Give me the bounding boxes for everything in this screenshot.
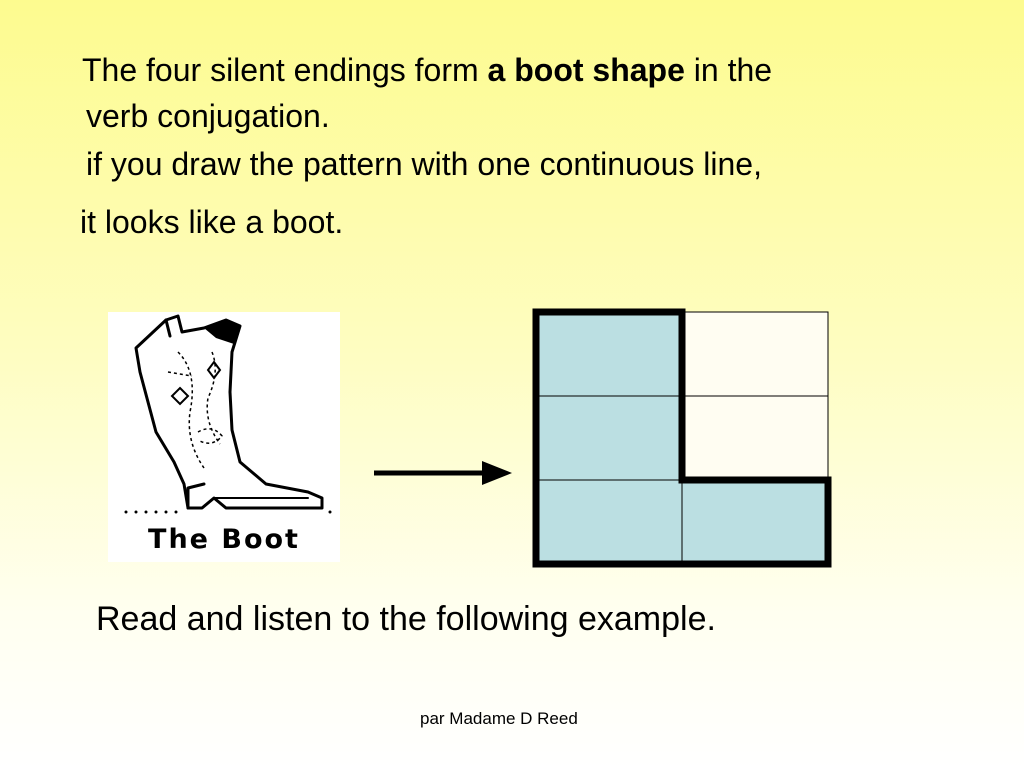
intro-line-2: verb conjugation. <box>86 98 330 134</box>
shaded-grid-cell <box>682 480 828 564</box>
intro-line-1-end: in the <box>684 52 773 88</box>
empty-grid-cell <box>682 312 828 396</box>
boot-caption: The Boot <box>148 524 300 555</box>
boot-shape-emphasis: a boot shape <box>487 52 685 88</box>
example-instruction: Read and listen to the following example. <box>96 600 716 638</box>
intro-line-4: it looks like a boot. <box>80 204 344 240</box>
author-credit: par Madame D Reed <box>420 709 578 728</box>
shaded-grid-cell <box>536 396 682 480</box>
right-arrow-icon <box>374 458 514 488</box>
intro-line-3: if you draw the pattern with one continuous line, <box>86 146 762 182</box>
empty-grid-cell <box>682 396 828 480</box>
intro-line-1-start: The four silent endings form <box>82 52 488 88</box>
shaded-grid-cell <box>536 480 682 564</box>
shaded-grid-cell <box>536 312 682 396</box>
boot-pattern-grid <box>532 308 832 568</box>
boot-picture <box>108 312 340 562</box>
intro-line-1 <box>82 54 772 86</box>
